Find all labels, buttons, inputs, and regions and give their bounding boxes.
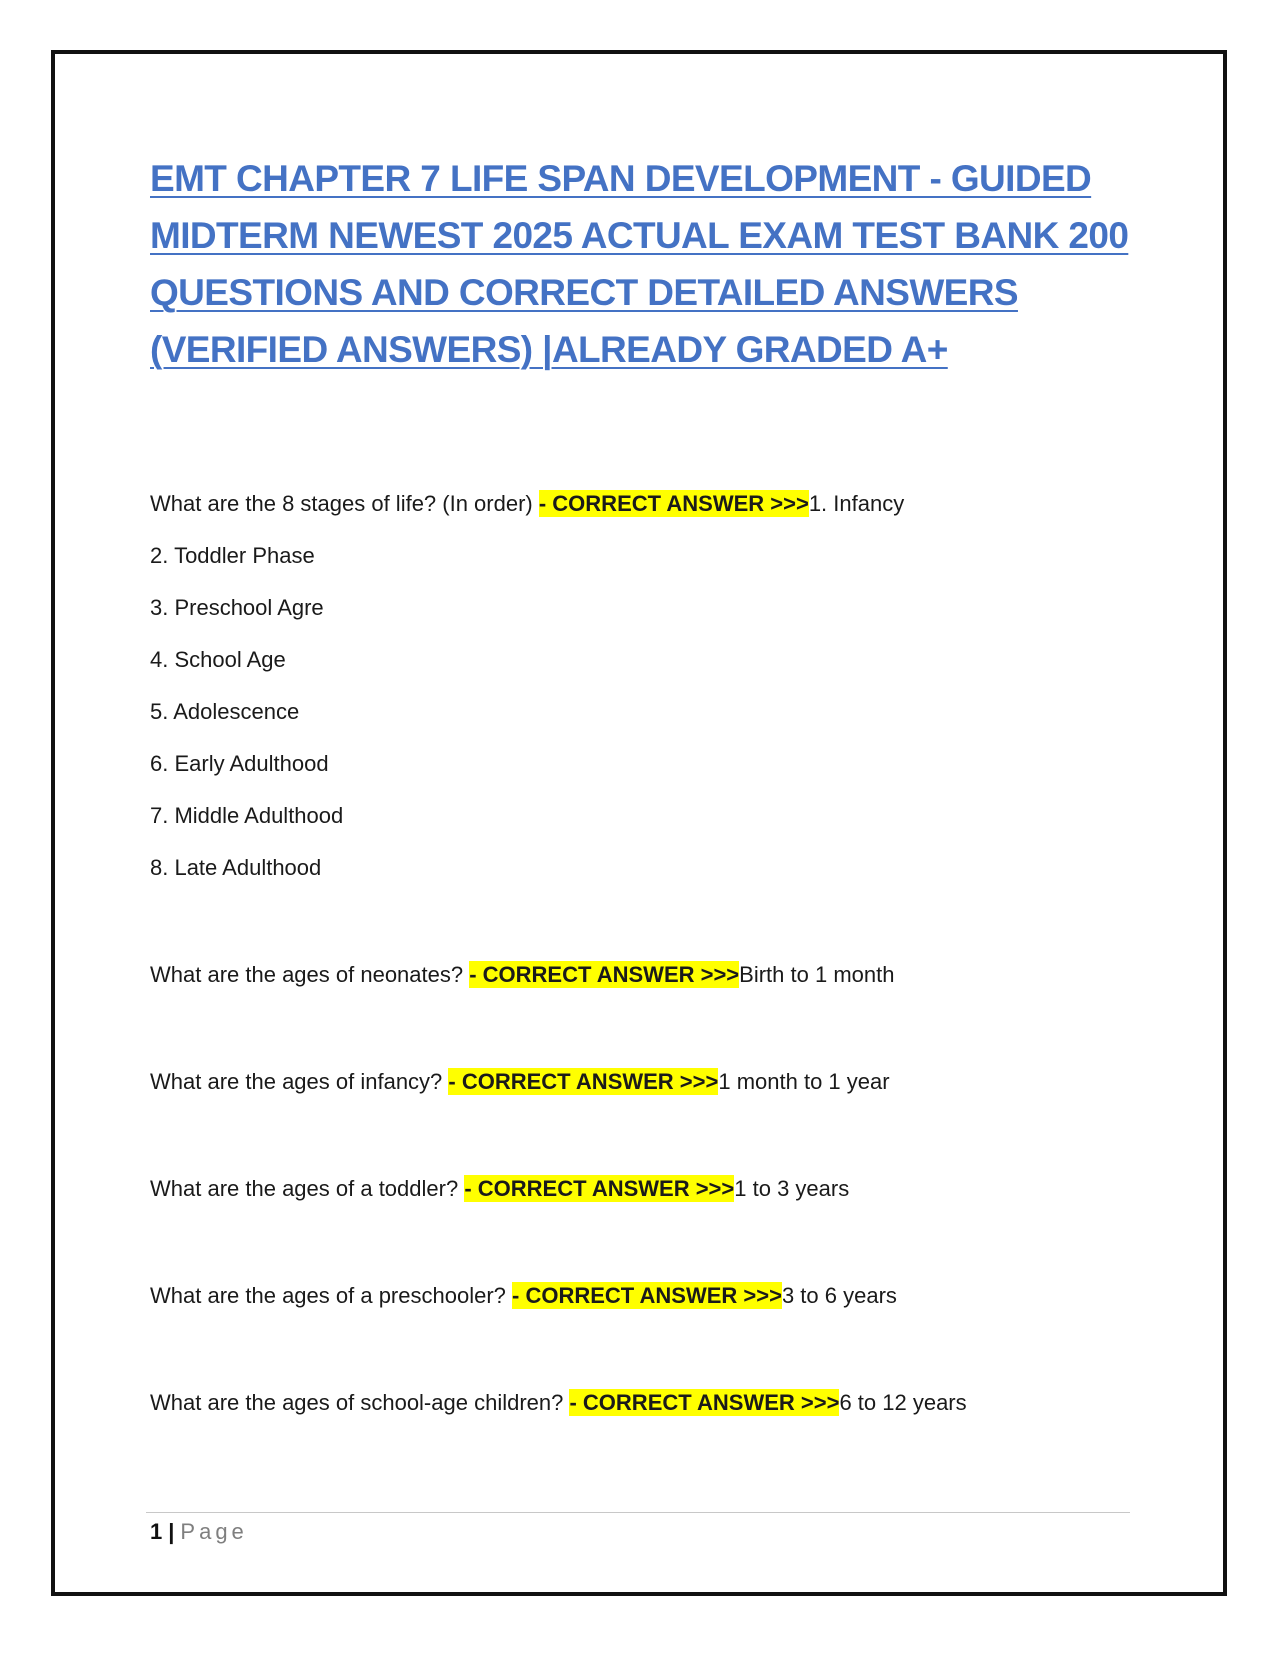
document-title: EMT CHAPTER 7 LIFE SPAN DEVELOPMENT - GUIDED MIDTERM NEWEST 2025 ACTUAL EXAM TEST BANK 200 QUESTIONS AND CORRECT DETAILED ANSWERS (VERIFIED ANSWERS) |ALREADY GRADED A+ <box>150 158 1129 370</box>
footer-divider <box>146 1512 1130 1513</box>
list-item: 6. Early Adulthood <box>150 751 329 776</box>
page-number: 1 <box>150 1519 163 1544</box>
question-text: What are the ages of a toddler? <box>150 1176 465 1201</box>
correct-answer-marker: - CORRECT ANSWER >>> <box>464 1176 735 1201</box>
qa-item-1 <box>150 490 904 518</box>
qa-item-4 <box>150 1175 849 1203</box>
list-item: 2. Toddler Phase <box>150 543 315 568</box>
question-text: What are the ages of school-age children? <box>150 1390 570 1415</box>
list-item: 5. Adolescence <box>150 699 300 724</box>
answer-text: 1. Infancy <box>808 491 905 516</box>
list-item: 8. Late Adulthood <box>150 855 322 880</box>
answer-text: Birth to 1 month <box>739 962 895 987</box>
question-text: What are the 8 stages of life? (In order) <box>150 491 539 516</box>
question-text: What are the ages of neonates? <box>150 962 470 987</box>
qa-item-6 <box>150 1389 967 1417</box>
answer-text: 1 month to 1 year <box>718 1069 890 1094</box>
footer-separator: | <box>168 1519 175 1544</box>
page-footer <box>150 1518 248 1546</box>
qa-item-5 <box>150 1282 897 1310</box>
correct-answer-marker: - CORRECT ANSWER >>> <box>448 1069 719 1094</box>
correct-answer-marker: - CORRECT ANSWER >>> <box>469 962 740 987</box>
correct-answer-marker: - CORRECT ANSWER >>> <box>538 491 809 516</box>
question-text: What are the ages of infancy? <box>150 1069 449 1094</box>
answer-text: 3 to 6 years <box>781 1283 897 1308</box>
list-item: 4. School Age <box>150 647 286 672</box>
correct-answer-marker: - CORRECT ANSWER >>> <box>512 1283 782 1308</box>
question-text: What are the ages of a preschooler? <box>150 1283 512 1308</box>
page-label: Page <box>180 1519 248 1544</box>
correct-answer-marker: - CORRECT ANSWER >>> <box>569 1390 840 1415</box>
list-item: 7. Middle Adulthood <box>150 803 344 828</box>
answer-text: 1 to 3 years <box>734 1176 850 1201</box>
answer-text: 6 to 12 years <box>839 1390 967 1415</box>
qa-item-2 <box>150 961 894 989</box>
qa-item-3 <box>150 1068 890 1096</box>
list-item: 3. Preschool Agre <box>150 595 324 620</box>
